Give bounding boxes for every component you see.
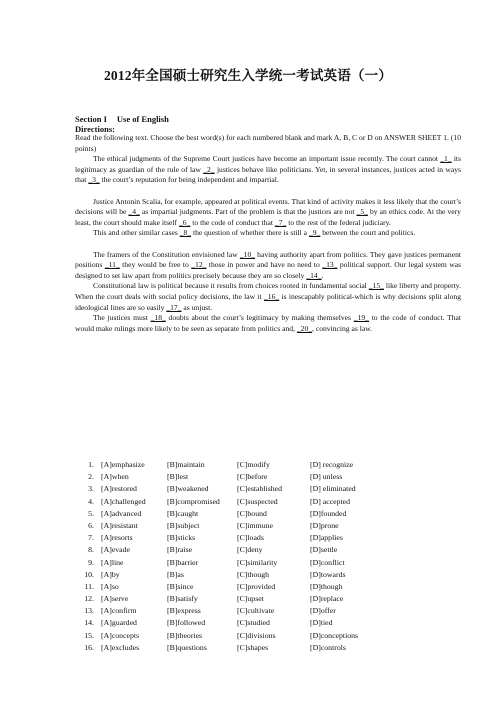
answer-blank: _17_ [166,302,182,312]
option-row [75,593,475,605]
option-c: [C]bound [237,508,267,518]
option-a: [A]resorts [101,533,133,543]
answer-blank: _9_ [308,228,321,238]
option-d: [D] accepted [310,496,351,506]
question-number: 16. [84,642,94,652]
question-number: 7. [88,533,94,543]
option-row [75,617,475,629]
question-number: 13. [84,606,94,616]
option-b: [B]followed [167,618,206,628]
option-b: [B]satisfy [167,594,198,604]
option-a: [A]emphasize [101,460,145,469]
option-b: [B]raise [167,545,193,555]
option-b: [B]lest [167,472,189,482]
question-number: 9. [88,557,94,567]
passage-text: is inescapably political-which is why decisions split along ideological lines are so easily [75,291,461,312]
option-b: [B]maintain [167,460,205,469]
section-label: Section I [75,114,107,124]
option-b: [B]since [167,581,194,591]
passage-text: between the court and politics. [320,228,416,238]
option-d: [D]offer [310,606,336,616]
option-b: [B]compromised [167,496,220,506]
passage-text: the court’s reputation for being independent and impartial. [99,175,279,185]
question-number: 10. [84,569,94,579]
option-row [75,630,475,642]
option-a: [A]when [101,472,129,482]
option-d: [D]towards [310,569,346,579]
option-d: [D]controls [310,642,346,652]
option-c: [C]suspected [237,496,278,506]
option-row [75,496,475,508]
answer-blank: _6_ [178,217,191,227]
passage-paragraph [75,313,461,334]
question-number: 3. [88,484,94,494]
option-a: [A]advanced [101,508,142,518]
question-number: 15. [84,630,94,640]
option-row [75,471,475,483]
question-number: 8. [88,545,94,555]
option-d: [D]settle [310,545,338,555]
option-a: [A]guarded [101,618,137,628]
passage-text: The ethical judgments of the Supreme Court justices have become an important issue recently. The court cannot [93,154,441,164]
option-row [75,557,475,569]
passage-text: , convincing as law. [312,323,373,333]
option-a: [A]line [101,557,124,567]
question-number: 5. [88,508,94,518]
option-c: [C]immune [237,520,273,530]
option-row [75,605,475,617]
passage-text: those in power and have no need to [206,260,323,270]
passage-text: justices behave like politicians. Yet, in several instances, justices acted in ways that [75,164,461,185]
passage-text: doubts about the court’s legitimacy by making themselves [165,313,354,323]
answer-blank: _11_ [104,260,120,270]
answer-blank: _18_ [150,313,166,323]
answer-options [75,459,475,654]
passage-paragraph [75,228,461,239]
option-c: [C]provided [237,581,276,591]
answer-blank: _4_ [128,207,140,217]
passage-paragraph [75,281,461,313]
option-b: [B]sticks [167,533,196,543]
answer-blank: _10_ [239,249,256,259]
option-c: [C]cultivate [237,606,275,616]
option-c: [C]established [237,484,283,494]
passage-text: as impartial judgments. Part of the problem is that the justices are not [139,207,357,217]
passage-text: to the code of conduct that [190,217,275,227]
passage-paragraphs [75,154,461,334]
option-a: [A]serve [101,594,129,604]
option-a: [A]confirm [101,606,137,616]
passage-text: The framers of the Constitution envisioned law [93,249,240,259]
answer-blank: _1_ [440,154,452,164]
option-row [75,459,475,471]
answer-blank: _16_ [263,291,280,301]
option-c: [C]upset [237,594,264,604]
answer-blank: _8_ [179,228,192,238]
option-row [75,569,475,581]
option-d: [D]applies [310,533,343,543]
option-a: [A]resistant [101,520,138,530]
answer-blank: _15_ [368,281,384,291]
question-number: 14. [84,618,94,628]
option-d: [D]prone [310,520,339,530]
question-number: 6. [88,520,94,530]
option-d: [D]conceptions [310,630,359,640]
option-c: [C]studied [237,618,270,628]
option-b: [B]as [167,569,184,579]
directions-text: Read the following text. Choose the best word(s) for each numbered blank and mark A, B, C or D on ANSWER SHEET 1. (10 points) [75,133,461,153]
passage-text: This and other similar cases [93,228,180,238]
answer-blank: _12_ [191,260,207,270]
option-b: [B]weakened [167,484,209,494]
passage-paragraph [75,154,461,186]
option-a: [A]restored [101,484,137,494]
option-row [75,581,475,593]
question-number: 2. [88,472,94,482]
answer-blank: _2_ [203,164,215,174]
option-c: [C]before [237,472,268,482]
option-row [75,508,475,520]
option-d: [D]though [310,581,343,591]
option-row [75,532,475,544]
option-row [75,544,475,556]
option-d: [D]founded [310,508,347,518]
option-c: [C]though [237,569,270,579]
option-c: [C]deny [237,545,263,555]
option-b: [B]subject [167,520,200,530]
passage-text: as unjust. [181,302,213,312]
passage-text: having authority apart from politics. They gave justices permanent positions [75,249,461,270]
question-number: 11. [84,581,94,591]
option-d: [D] unless [310,472,343,482]
option-c: [C]shapes [237,642,269,652]
passage-text: political support. Our legal system was designed to set law apart from politics precisely because they are so closely [75,260,462,280]
option-b: [B]barrier [167,557,199,567]
option-a: [A]concepts [101,630,140,640]
passage-text: the question of whether there is still a [191,228,309,238]
option-c: [C]loads [237,533,264,543]
option-row [75,642,475,654]
option-b: [B]questions [167,642,207,652]
option-row [75,483,475,495]
passage-text: by an ethics code. At the very least, the court should make itself [75,207,461,227]
page-title: 2012年全国硕士研究生入学统一考试英语（一） [103,68,393,83]
question-number: 1. [88,460,94,469]
option-b: [B]theories [167,630,203,640]
passage-paragraph [75,197,461,229]
passage-text: . [321,270,324,280]
answer-blank: _20_ [296,323,313,333]
answer-blank: _14_ [306,270,322,280]
option-a: [A]excludes [101,642,140,652]
option-b: [B]caught [167,508,199,518]
option-c: [C]modify [237,460,270,469]
answer-blank: _7_ [274,217,287,227]
passage-text: like liberty and property. When the court deals with social policy decisions, the law it [75,281,461,301]
option-c: [C]divisions [237,630,276,640]
answer-blank: _3_ [88,175,100,185]
passage-text: to the rest of the federal judiciary. [286,217,391,227]
passage [75,133,461,334]
answer-blank: _5_ [356,207,368,217]
option-a: [A]challenged [101,496,146,506]
passage-text: Justice Antonin Scalia, for example, appeared at political events. That kind of activity makes it less likely that the court’s decisions will be [75,196,461,217]
passage-text: Constitutional law is political because it results from choices rooted in fundamental social [93,281,369,291]
option-d: [D] eliminated [310,484,356,494]
question-number: 4. [88,496,94,506]
answer-blank: _19_ [353,313,369,323]
passage-text: to the code of conduct. That would make rulings more likely to be seen as separate from politics and, [75,313,461,333]
option-a: [A]evade [101,545,131,555]
question-number: 12. [84,594,94,604]
option-d: [D]tied [310,618,333,628]
section-heading [75,114,169,124]
option-row [75,520,475,532]
passage-text: The justices must [93,313,151,323]
option-b: [B]express [167,606,201,616]
option-d: [D]replace [310,594,344,604]
passage-text: they would be free to [119,260,192,270]
section-name: Use of English [116,114,169,124]
passage-text: its legitimacy as guardian of the rule of law [75,154,461,174]
answer-blank: _13_ [322,260,338,270]
option-c: [C]similarity [237,557,278,567]
passage-paragraph [75,250,461,282]
directions-label: Directions: [75,124,115,134]
option-d: [D]conflict [310,557,345,567]
option-d: [D] recognize [310,460,354,469]
option-a: [A]so [101,581,119,591]
option-a: [A]by [101,569,120,579]
